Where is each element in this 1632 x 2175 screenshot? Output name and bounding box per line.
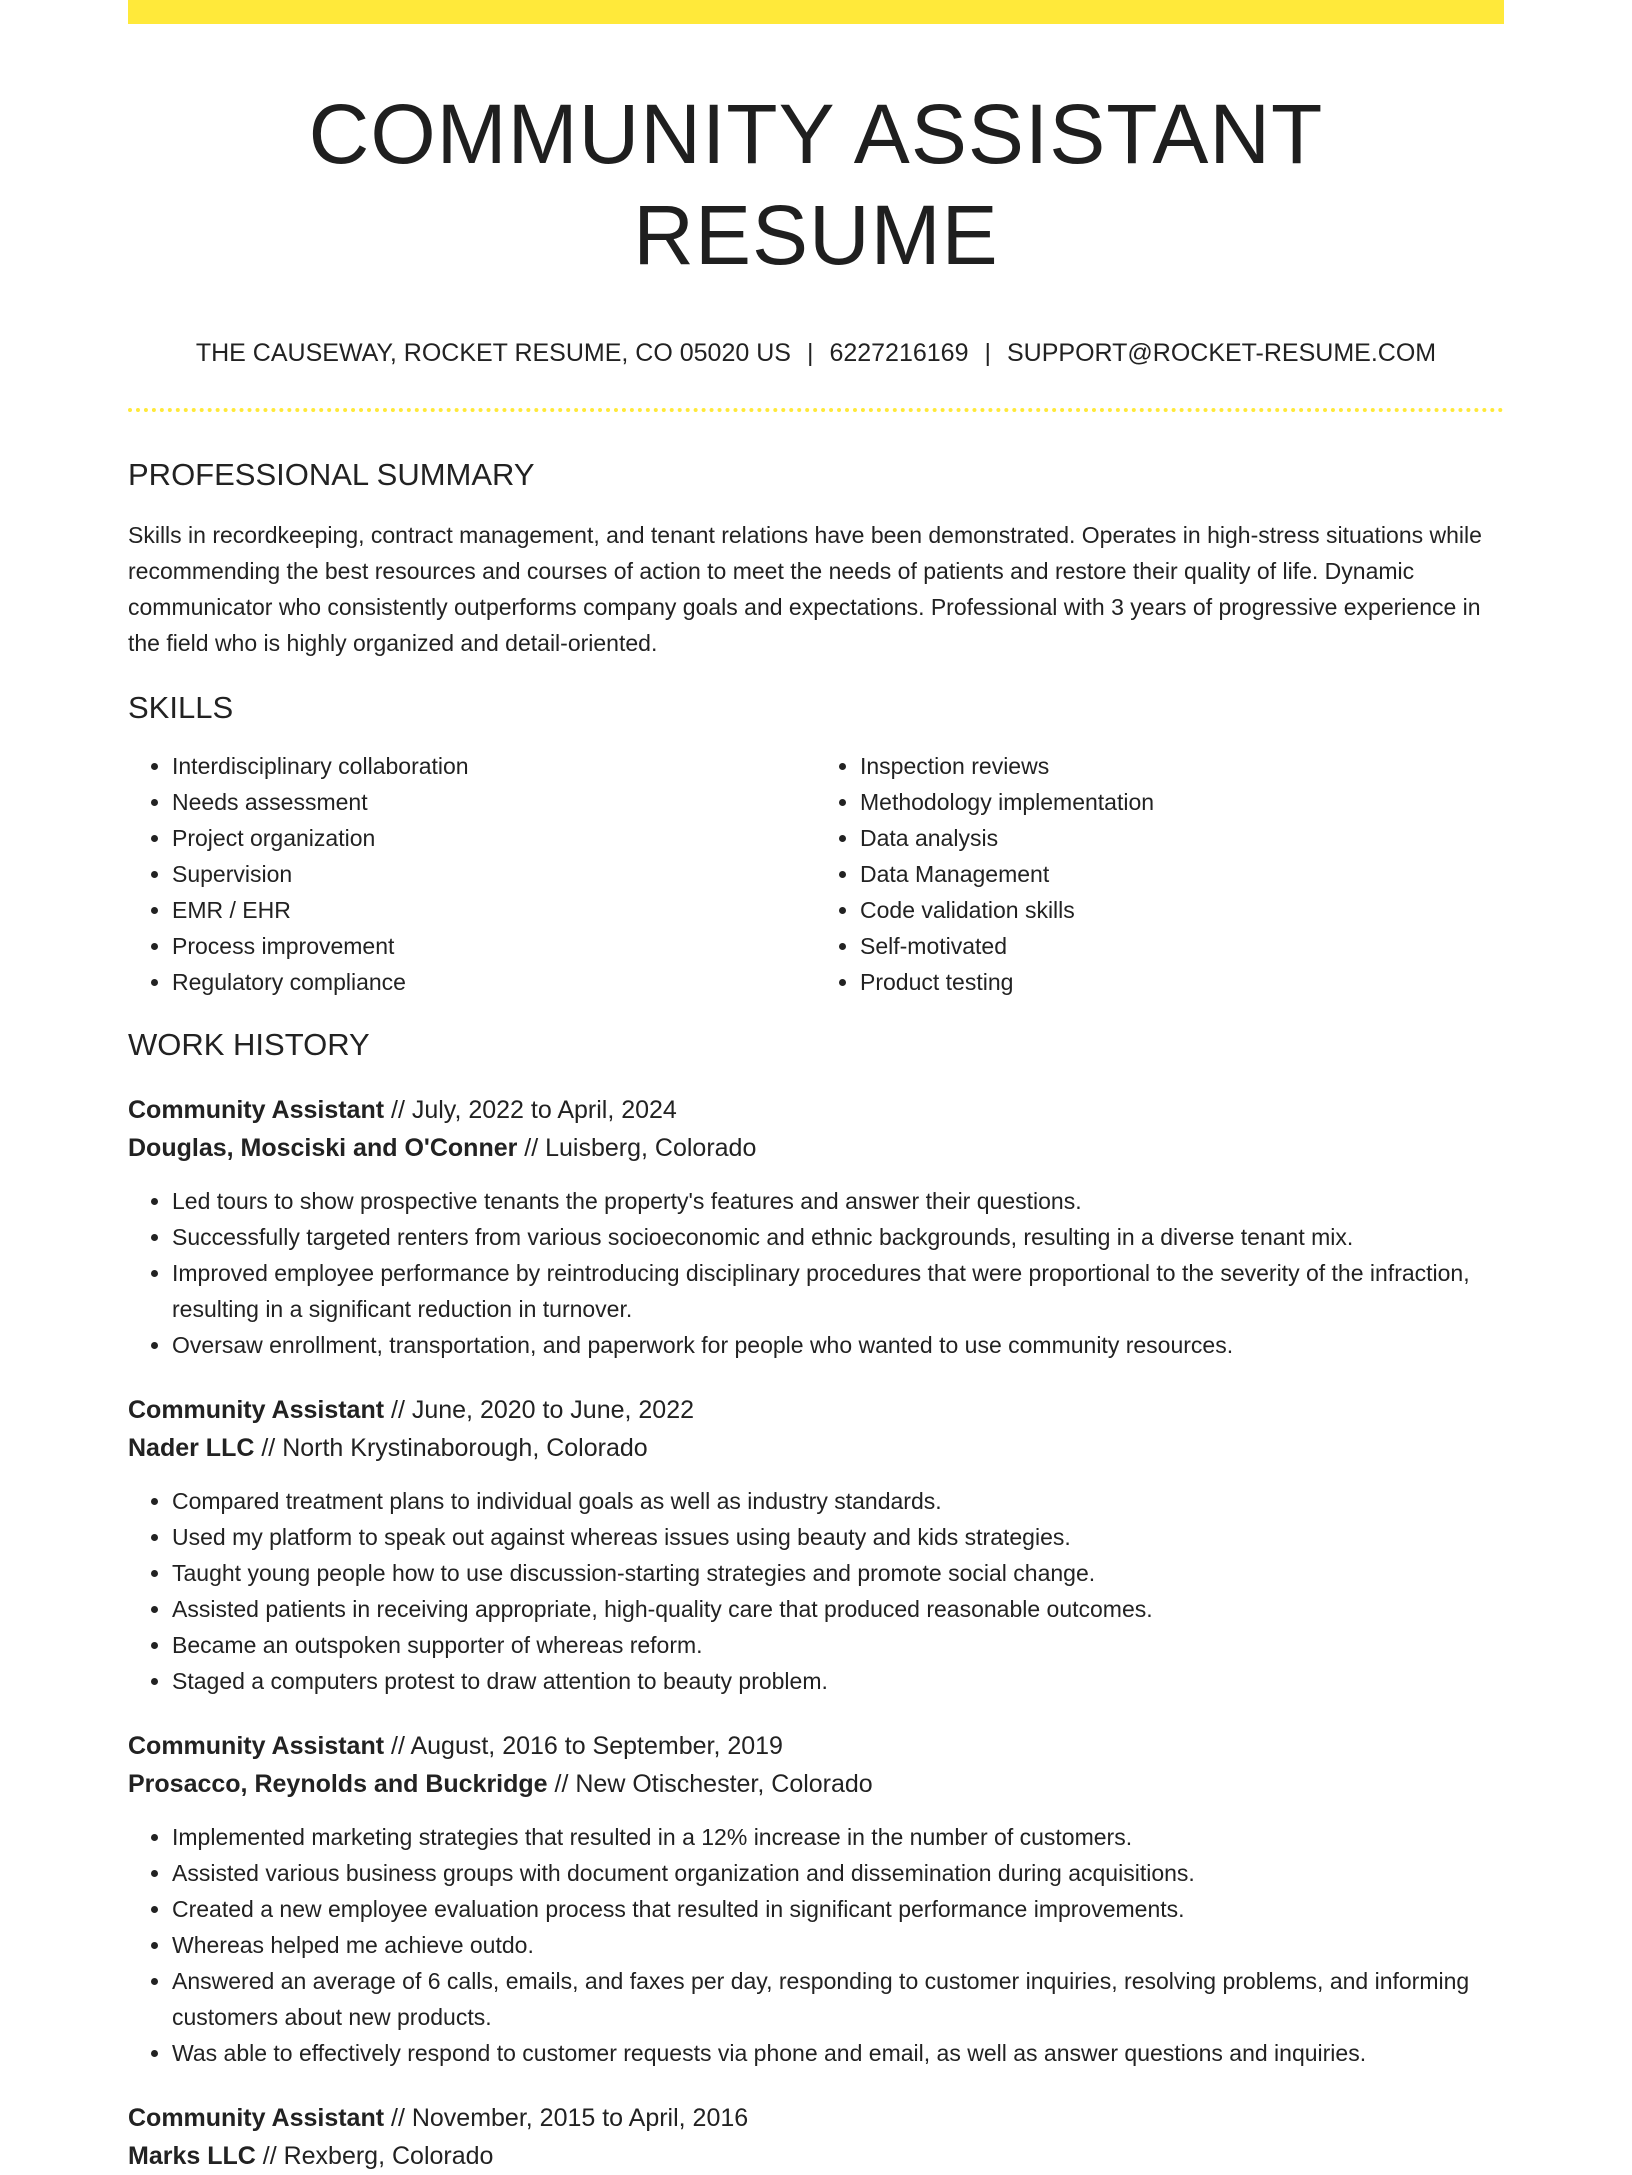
job-entry xyxy=(128,2099,1504,2175)
job-bullet: • Assisted patients in receiving appropriate, high-quality care that produced reasonable outcomes. xyxy=(172,1591,1504,1627)
job-bullet: • Created a new employee evaluation process that resulted in significant performance improvements. xyxy=(172,1891,1504,1927)
contact-separator: | xyxy=(984,338,991,367)
job-entry xyxy=(128,1391,1504,1699)
job-location: // Luisberg, Colorado xyxy=(517,1134,757,1163)
job-entry xyxy=(128,1091,1504,1363)
skill-item: • Product testing xyxy=(860,964,1504,1000)
skill-item: • Data Management xyxy=(860,856,1504,892)
job-title-line xyxy=(128,2099,1504,2137)
job-company-line xyxy=(128,1429,1504,1467)
job-company-line xyxy=(128,1765,1504,1803)
job-bullet: • Compared treatment plans to individual goals as well as industry standards. xyxy=(172,1483,1504,1519)
job-location: // New Otischester, Colorado xyxy=(547,1770,873,1799)
accent-top-bar xyxy=(128,0,1504,24)
job-bullets xyxy=(128,1819,1504,2071)
job-bullet: • Answered an average of 6 calls, emails, and faxes per day, responding to customer inquiries, resolving problems, and informing customers about new products. xyxy=(172,1963,1504,2035)
skills-heading: SKILLS xyxy=(128,689,234,725)
skills-left-column xyxy=(128,748,816,1000)
skill-item: • Data analysis xyxy=(860,820,1504,856)
skill-item: • Needs assessment xyxy=(172,784,816,820)
contact-email: SUPPORT@ROCKET-RESUME.COM xyxy=(1006,338,1437,367)
job-company: Prosacco, Reynolds and Buckridge xyxy=(128,1770,548,1799)
job-bullet: • Was able to effectively respond to customer requests via phone and email, as well as answer questions and inquiries. xyxy=(172,2035,1504,2071)
skill-item: • Project organization xyxy=(172,820,816,856)
job-company: Nader LLC xyxy=(128,1434,255,1463)
job-dates: // November, 2015 to April, 2016 xyxy=(384,2104,749,2133)
skills-grid xyxy=(128,748,1504,1000)
resume-title: COMMUNITY ASSISTANT RESUME xyxy=(308,87,1324,282)
skill-item: • EMR / EHR xyxy=(172,892,816,928)
job-title-line xyxy=(128,1727,1504,1765)
summary-heading: PROFESSIONAL SUMMARY xyxy=(128,456,535,492)
skill-item: • Process improvement xyxy=(172,928,816,964)
job-dates: // July, 2022 to April, 2024 xyxy=(384,1096,677,1125)
job-company-line xyxy=(128,1129,1504,1167)
job-title-line xyxy=(128,1091,1504,1129)
job-company: Douglas, Mosciski and O'Conner xyxy=(128,1134,518,1163)
job-bullets xyxy=(128,1483,1504,1699)
work-history-heading: WORK HISTORY xyxy=(128,1026,370,1062)
job-bullet: • Staged a computers protest to draw attention to beauty problem. xyxy=(172,1663,1504,1699)
contact-address: THE CAUSEWAY, ROCKET RESUME, CO 05020 US xyxy=(195,338,791,367)
job-bullet: • Implemented marketing strategies that resulted in a 12% increase in the number of customers. xyxy=(172,1819,1504,1855)
job-title: Community Assistant xyxy=(128,1732,385,1761)
job-bullet: • Became an outspoken supporter of whereas reform. xyxy=(172,1627,1504,1663)
job-bullet: • Improved employee performance by reintroducing disciplinary procedures that were proportional to the severity of the infraction, resulting in a significant reduction in turnover. xyxy=(172,1255,1504,1327)
resume-page xyxy=(128,0,1504,2175)
skill-item: • Methodology implementation xyxy=(860,784,1504,820)
skill-item: • Regulatory compliance xyxy=(172,964,816,1000)
contact-phone: 6227216169 xyxy=(829,338,969,367)
contact-separator: | xyxy=(806,338,814,367)
job-bullet: • Assisted various business groups with document organization and dissemination during acquisitions. xyxy=(172,1855,1504,1891)
dotted-divider xyxy=(128,408,1504,412)
job-bullet: • Successfully targeted renters from various socioeconomic and ethnic backgrounds, resulting in a diverse tenant mix. xyxy=(172,1219,1504,1255)
job-dates: // August, 2016 to September, 2019 xyxy=(384,1732,783,1761)
job-company: Marks LLC xyxy=(128,2142,256,2171)
job-bullet: • Oversaw enrollment, transportation, and paperwork for people who wanted to use community resources. xyxy=(172,1327,1504,1363)
skill-item: • Code validation skills xyxy=(860,892,1504,928)
job-bullet: • Led tours to show prospective tenants the property's features and answer their questions. xyxy=(172,1183,1504,1219)
job-entry xyxy=(128,1727,1504,2071)
job-dates: // June, 2020 to June, 2022 xyxy=(384,1396,695,1425)
job-company-line xyxy=(128,2137,1504,2175)
job-title: Community Assistant xyxy=(128,1396,385,1425)
job-title-line xyxy=(128,1391,1504,1429)
job-bullets xyxy=(128,1183,1504,1363)
job-bullet: • Whereas helped me achieve outdo. xyxy=(172,1927,1504,1963)
job-location: // Rexberg, Colorado xyxy=(255,2142,494,2171)
contact-line xyxy=(128,338,1504,368)
skill-item: • Supervision xyxy=(172,856,816,892)
skill-item: • Interdisciplinary collaboration xyxy=(172,748,816,784)
summary-text: Skills in recordkeeping, contract management, and tenant relations have been demonstrated. Operates in high-stress situations while recommending the best resources and courses of action to meet the needs of patients and restore their quality of life. Dynamic communicator who consistently outperforms company goals and expectations. Professional with 3 years of progressive experience in the field who is highly organized and detail-oriented. xyxy=(128,521,1482,656)
job-title: Community Assistant xyxy=(128,1096,385,1125)
job-title: Community Assistant xyxy=(128,2104,385,2133)
skill-item: • Inspection reviews xyxy=(860,748,1504,784)
job-bullet: • Taught young people how to use discussion-starting strategies and promote social change. xyxy=(172,1555,1504,1591)
job-location: // North Krystinaborough, Colorado xyxy=(254,1434,648,1463)
skill-item: • Self-motivated xyxy=(860,928,1504,964)
job-bullet: • Used my platform to speak out against whereas issues using beauty and kids strategies. xyxy=(172,1519,1504,1555)
skills-right-column xyxy=(816,748,1504,1000)
